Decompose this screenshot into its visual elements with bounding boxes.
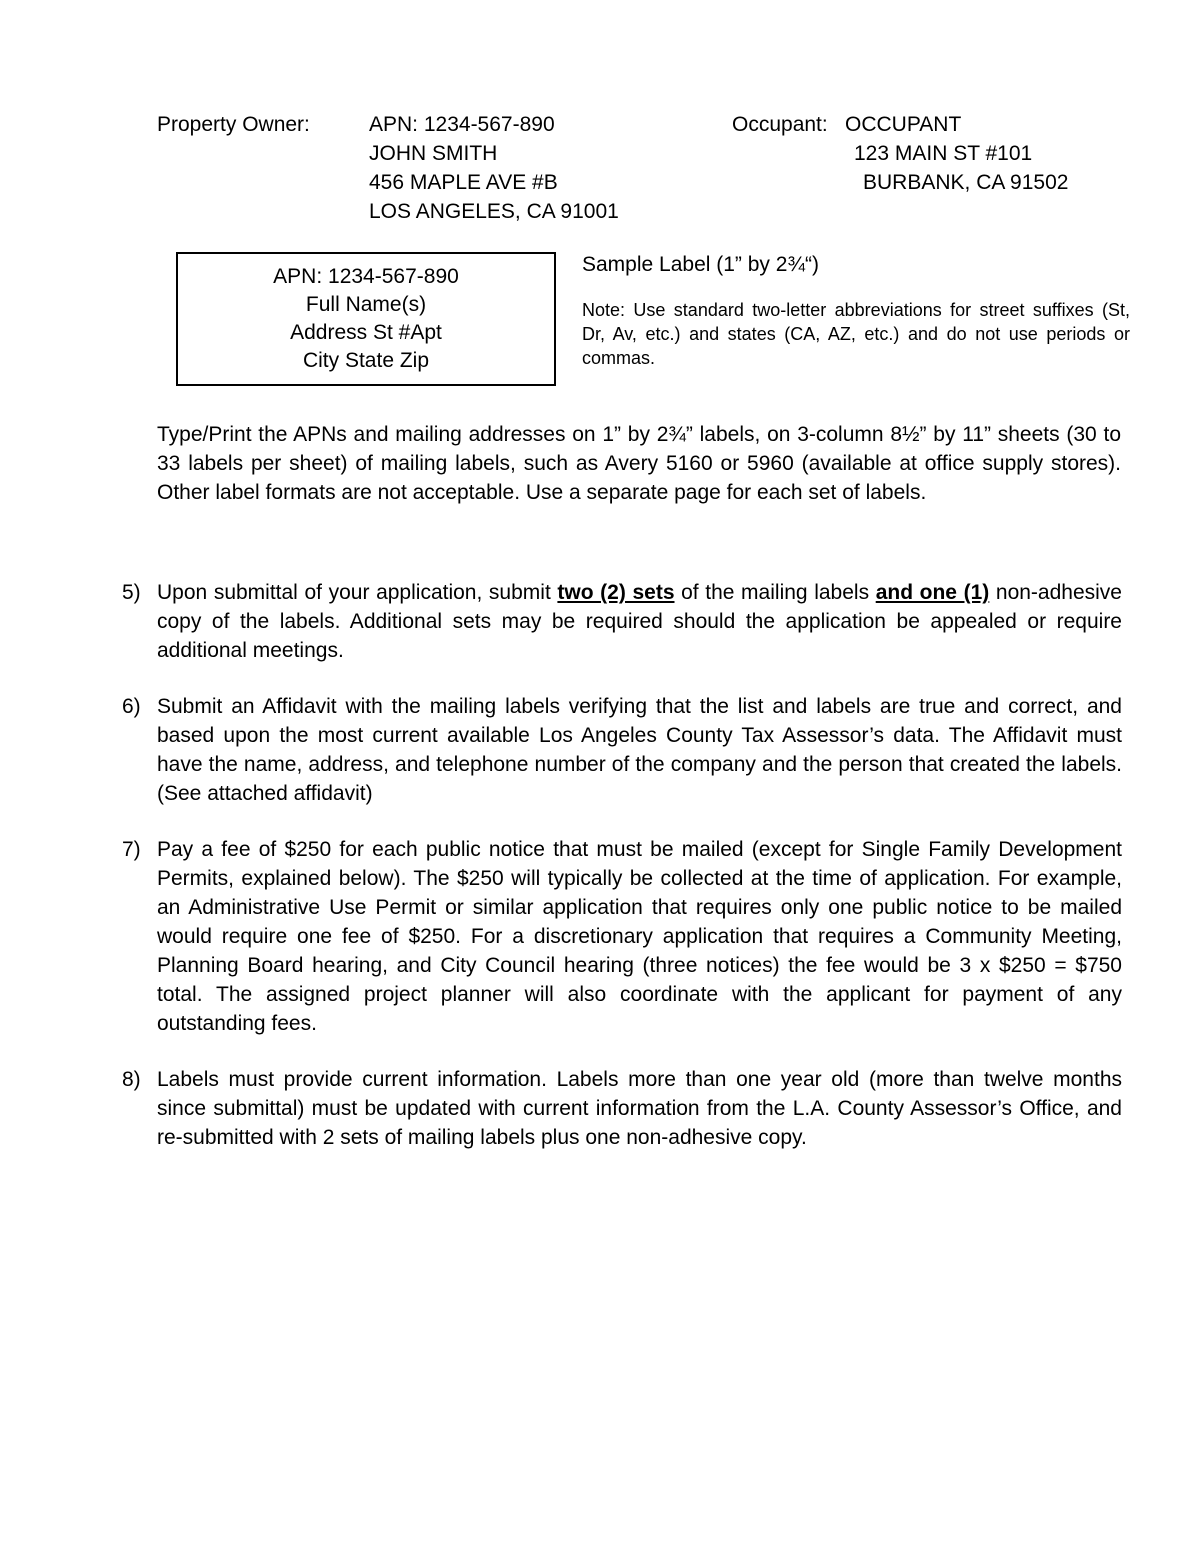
- sample-label-box: [176, 252, 556, 386]
- sample-label-box-content: [178, 254, 554, 375]
- sample-label-line-city: City State Zip: [302, 349, 430, 372]
- property-owner-label: Property Owner:: [157, 113, 310, 136]
- list-item-text: Labels must provide current information. Labels more than one year old (more than twelve months since submittal) must be updated with current information from the L.A. County Assessor’s Office, and re-submitted with 2 sets of mailing labels plus one non-adhesive copy.: [157, 1068, 1122, 1149]
- list-item-text: Upon submittal of your application, submit two (2) sets of the mailing labels and one (1) non-adhesive copy of the labels. Additional sets may be required should the application be appealed or require additional meetings.: [157, 581, 1122, 662]
- sample-label-description: [582, 252, 1130, 370]
- sample-label-line-address: Address St #Apt: [290, 321, 442, 344]
- numbered-instruction-list: [122, 578, 1122, 1179]
- list-item: [122, 578, 1122, 665]
- list-item: [122, 1065, 1122, 1152]
- list-item-marker: 7): [122, 838, 141, 861]
- list-item-text: Submit an Affidavit with the mailing labels verifying that the list and labels are true and correct, and based upon the most current available Los Angeles County Tax Assessor’s data. The Affidavit must have the name, address, and telephone number of the company and the person that created the labels. (See attached affidavit): [157, 695, 1122, 805]
- occupant-line-3: BURBANK, CA 91502: [863, 171, 1069, 194]
- intro-paragraph: Type/Print the APNs and mailing addresses on 1” by 2¾” labels, on 3-column 8½” by 11” sheets (30 to 33 labels per sheet) of mailing labels, such as Avery 5160 or 5960 (available at office supply stores). Other label formats are not acceptable. Use a separate page for each set of labels.: [157, 423, 1121, 504]
- address-row: [157, 139, 1147, 168]
- list-item-text: Pay a fee of $250 for each public notice that must be mailed (except for Single Family Development Permits, explained below). The $250 will typically be collected at the time of application. For example, an Administrative Use Permit or similar application that requires only one public notice to be mailed would require one fee of $250. For a discretionary application that requires a Community Meeting, Planning Board hearing, and City Council hearing (three notices) the fee would be 3 x $250 = $750 total. The assigned project planner will also coordinate with the applicant for payment of any outstanding fees.: [157, 838, 1122, 1035]
- list-item-marker: 6): [122, 695, 141, 718]
- list-item: [122, 835, 1122, 1038]
- list-item: [122, 692, 1122, 808]
- address-row: [157, 168, 1147, 197]
- address-row: [157, 110, 1147, 139]
- occupant-line-1: OCCUPANT: [845, 113, 962, 136]
- occupant-label: Occupant:: [732, 113, 828, 136]
- address-header-block: [157, 110, 1147, 226]
- owner-line-4: LOS ANGELES, CA 91001: [369, 200, 619, 223]
- sample-label-note: Note: Use standard two-letter abbreviations for street suffixes (St, Dr, Av, etc.) and states (CA, AZ, etc.) and do not use periods or commas.: [582, 300, 1130, 368]
- occupant-line-2: 123 MAIN ST #101: [854, 142, 1033, 165]
- sample-label-line-apn: APN: 1234-567-890: [273, 265, 459, 288]
- sample-label-title: Sample Label (1” by 2¾“): [582, 253, 819, 276]
- sample-label-line-name: Full Name(s): [305, 293, 427, 316]
- list-item-marker: 5): [122, 581, 141, 604]
- owner-line-1: APN: 1234-567-890: [369, 113, 555, 136]
- owner-line-3: 456 MAPLE AVE #B: [369, 171, 558, 194]
- list-item-marker: 8): [122, 1068, 141, 1091]
- address-row: [157, 197, 1147, 226]
- owner-line-2: JOHN SMITH: [369, 142, 498, 165]
